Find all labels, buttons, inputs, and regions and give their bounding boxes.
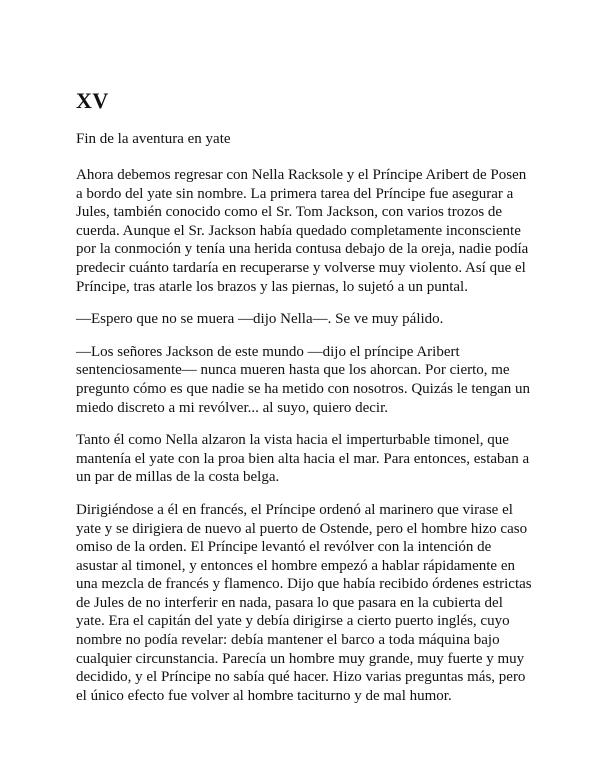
paragraph: Dirigiéndose a él en francés, el Príncipe ordenó al marinero que virase el yate y se dirigiera de nuevo al puerto de Ostende, pero el hombre hizo caso omiso de la orden. El Príncipe levantó el revólver con la intención de asustar al timonel, y entonces el hombre empezó a hablar rápidamente en una mezcla de francés y flamenco. Dijo que había recibido órdenes estrictas de Jules de no interferir en nada, pasara lo que pasara en la cubierta del yate. Era el capitán del yate y debía dirigirse a cierto puerto inglés, cuyo nombre no podía revelar: debía mantener el barco a toda máquina bajo cualquier circunstancia. Parecía un hombre muy grande, muy fuerte y muy decidido, y el Príncipe no sabía qué hacer. Hizo varias preguntas más, pero el único efecto fue volver al hombre taciturno y de mal humor. xyxy=(76,501,532,704)
chapter-number: XV xyxy=(76,88,109,113)
chapter-title: Fin de la aventura en yate xyxy=(76,131,231,147)
document-page xyxy=(76,88,532,719)
paragraph: Ahora debemos regresar con Nella Racksole y el Príncipe Aribert de Posen a bordo del yate sin nombre. La primera tarea del Príncipe fue asegurar a Jules, también conocido como el Sr. Tom Jackson, con varios trozos de cuerda. Aunque el Sr. Jackson había quedado completamente inconsciente por la conmoción y tenía una herida contusa debajo de la oreja, nadie podía predecir cuánto tardaría en recuperarse y volverse muy violento. Así que el Príncipe, tras atarle los brazos y las piernas, lo sujetó a un puntal. xyxy=(76,167,529,295)
paragraph: Tanto él como Nella alzaron la vista hacia el imperturbable timonel, que mantenía el yate con la proa bien alta hacia el mar. Para entonces, estaban a un par de millas de la costa belga. xyxy=(76,432,530,486)
paragraph: —Los señores Jackson de este mundo —dijo el príncipe Aribert sentenciosamente— nunca mueren hasta que los ahorcan. Por cierto, me pregunto cómo es que nadie se ha metido con nosotros. Quizás le tengan un miedo discreto a mi revólver... al suyo, quiero decir. xyxy=(76,343,531,416)
paragraph: —Espero que no se muera —dijo Nella—. Se ve muy pálido. xyxy=(76,311,444,328)
